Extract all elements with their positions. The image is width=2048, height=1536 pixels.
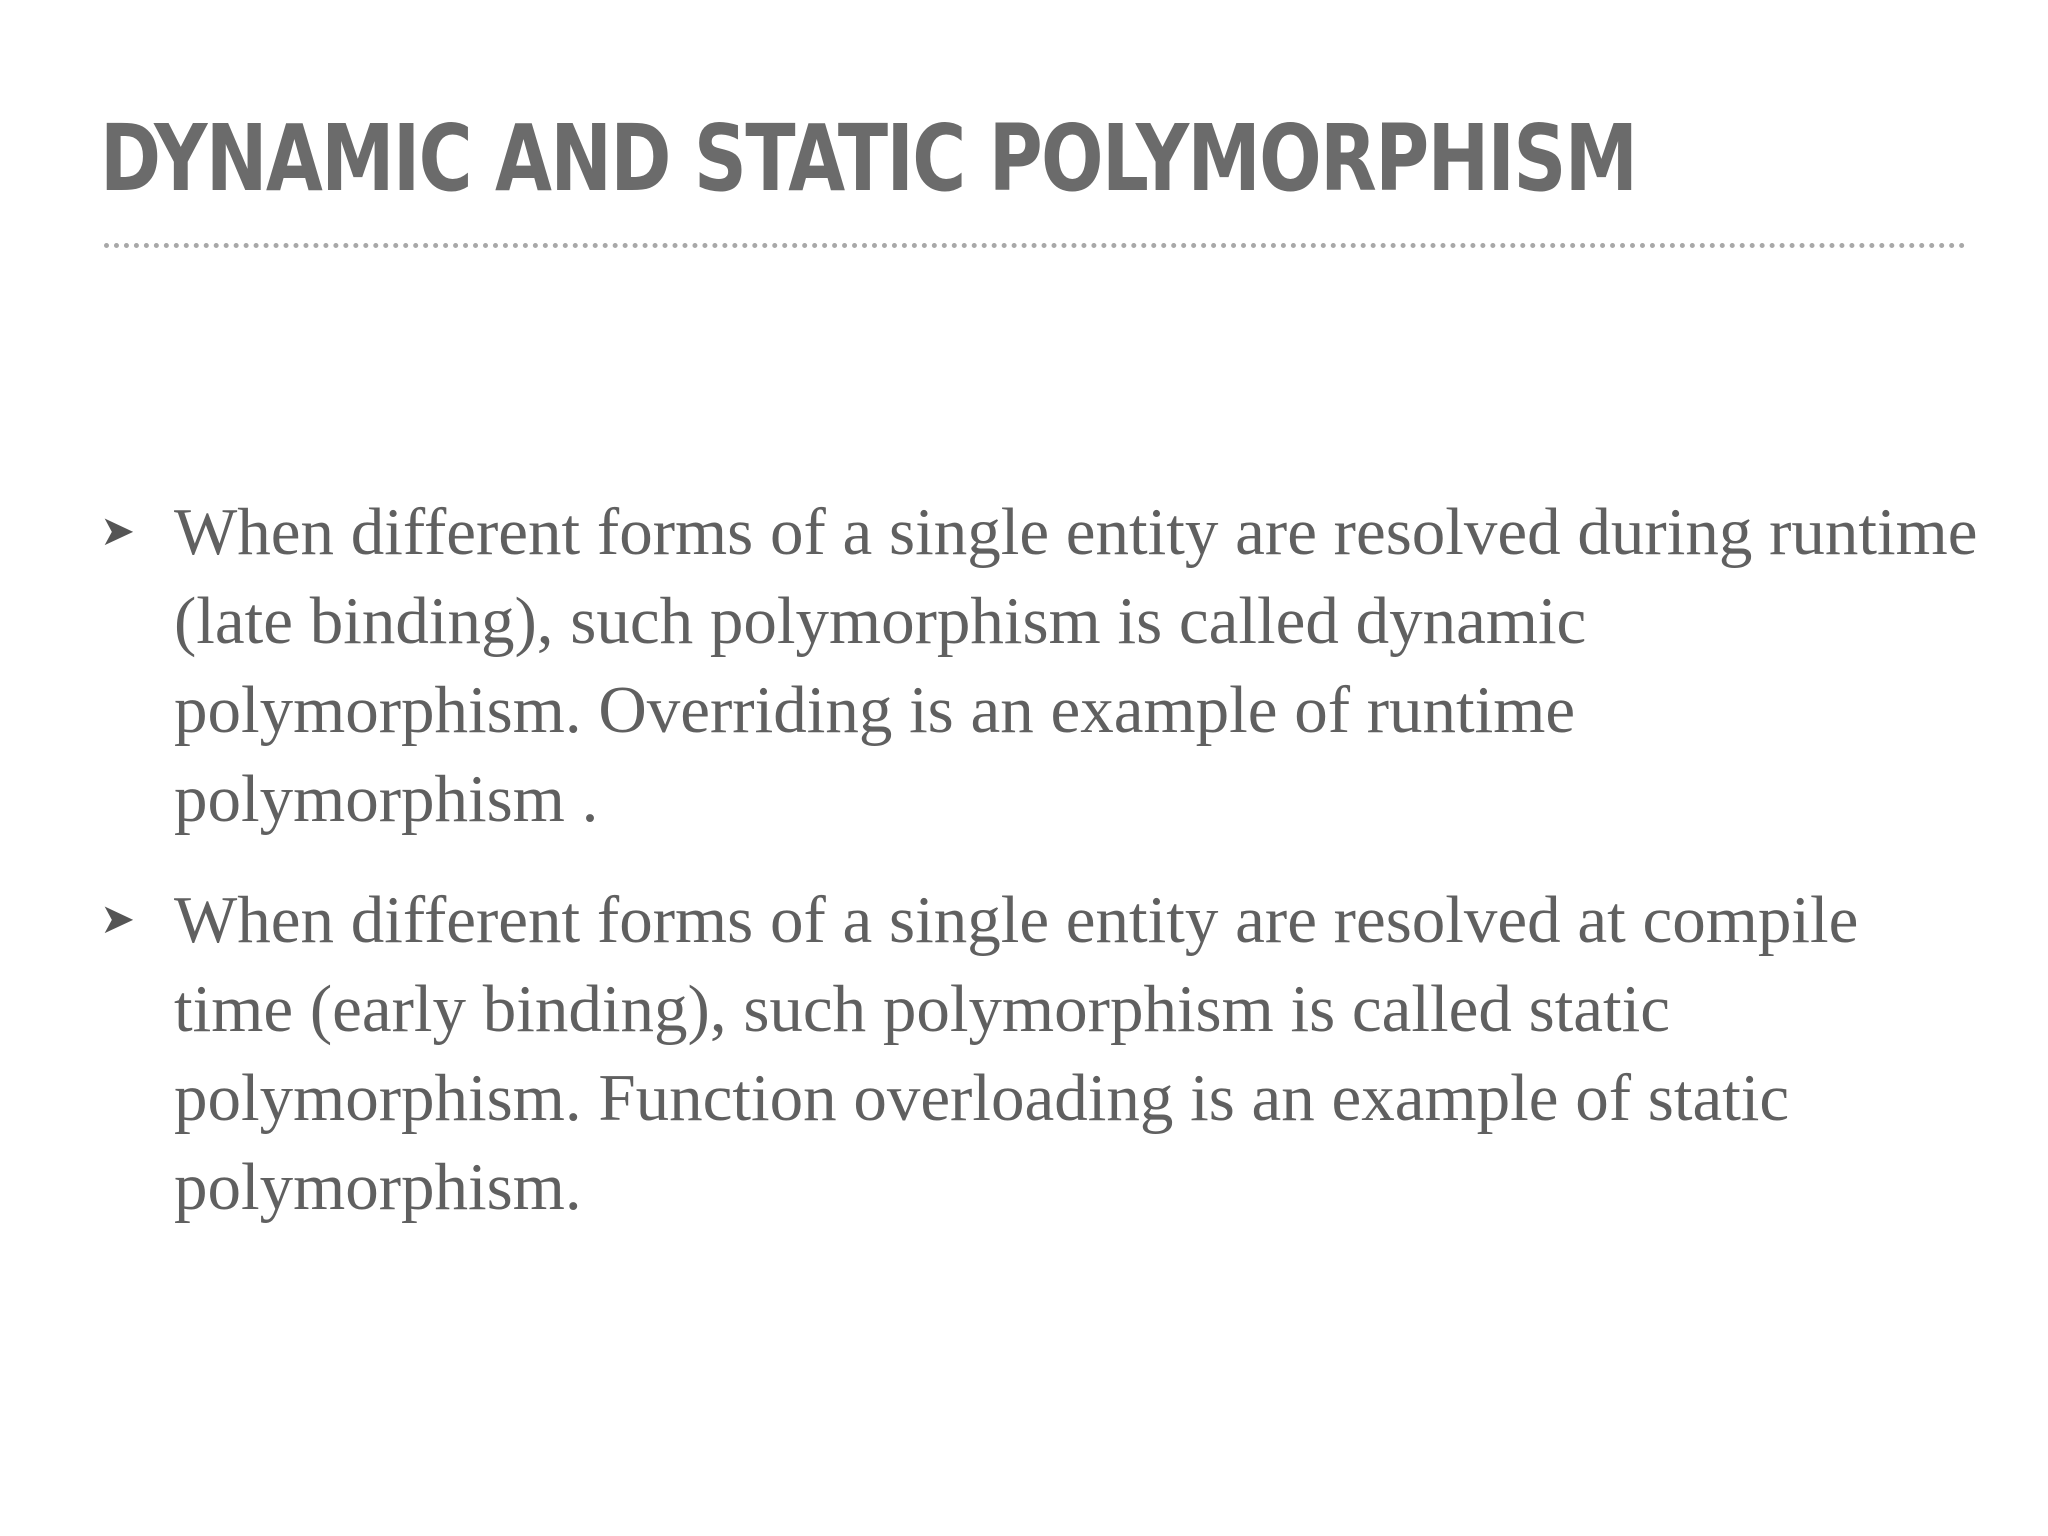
bullet-item-dynamic xyxy=(100,488,1980,844)
bullet-list xyxy=(100,488,1980,1264)
bullet-text-static: When different forms of a single entity are resolved at compile time (early binding), such polymorphism is called static polymorphism. Function overloading is an example of static polymorphism. xyxy=(174,883,1859,1224)
arrow-bullet-icon: ➤ xyxy=(100,506,136,555)
title-divider xyxy=(104,243,1966,248)
slide-title: DYNAMIC AND STATIC POLYMORPHISM xyxy=(100,105,1637,212)
bullet-text-dynamic: When different forms of a single entity are resolved during runtime (late binding), such polymorphism is called dynamic polymorphism. Overriding is an example of runtime polymorphism . xyxy=(174,495,1978,836)
arrow-bullet-icon: ➤ xyxy=(100,894,136,943)
bullet-item-static xyxy=(100,876,1980,1232)
